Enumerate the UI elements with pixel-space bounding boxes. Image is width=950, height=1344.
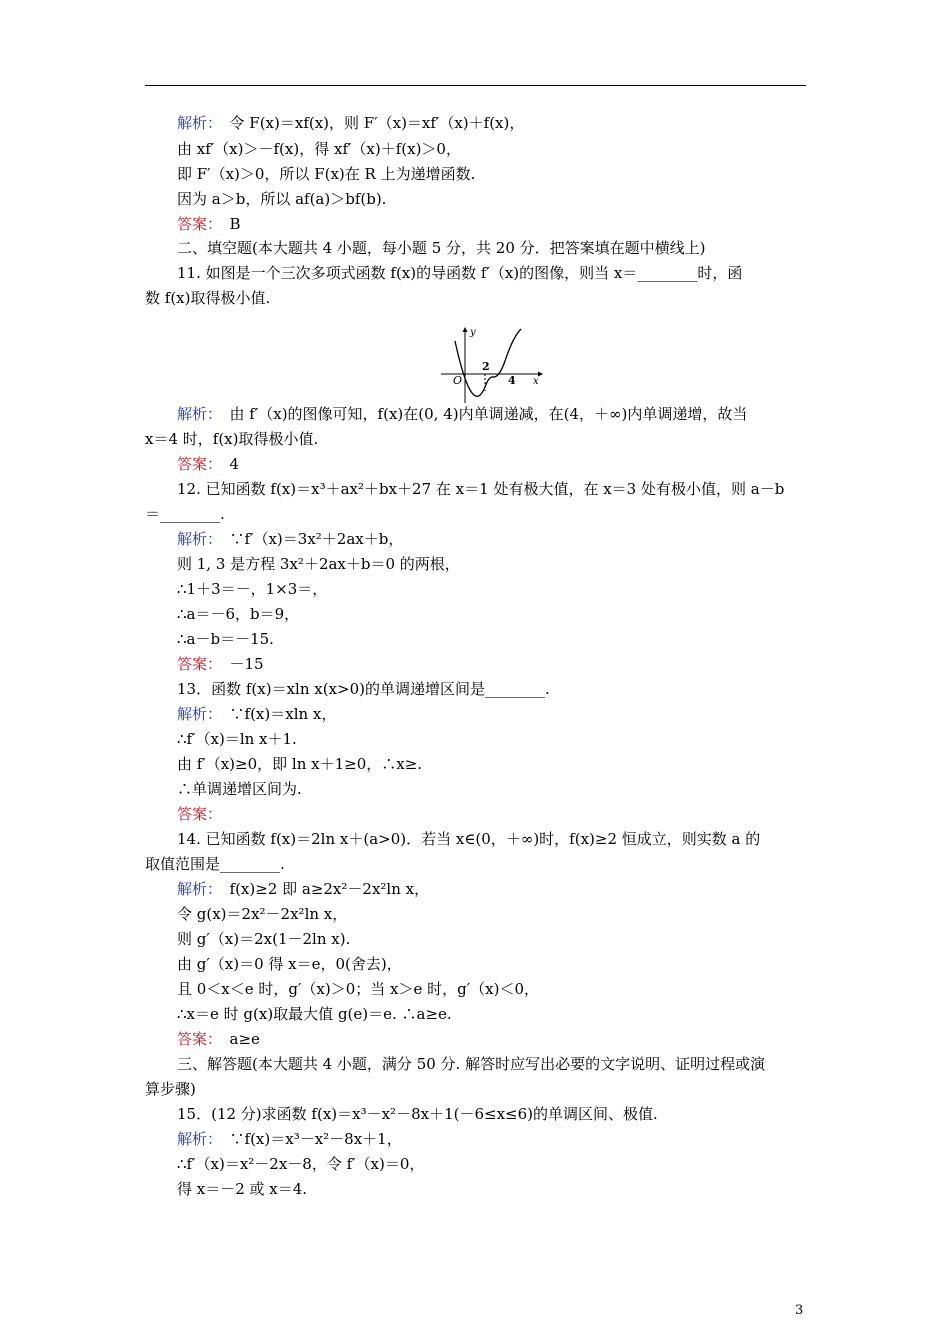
line-text: 由 f′（x)的图像可知，f(x)在(0, 4)内单调递减，在(4，＋∞)内单调递增，故当: [214, 405, 748, 423]
y-axis-arrow: [463, 327, 468, 332]
origin-label: O: [453, 374, 463, 387]
line-text: 4: [214, 455, 240, 473]
x-axis-label: x: [533, 376, 539, 387]
line-text: ∵f(x)＝xln x，: [214, 705, 337, 723]
text-line: [177, 828, 760, 850]
text-line: [177, 262, 742, 284]
line-text: 得 x＝－2 或 x＝4.: [177, 1180, 308, 1198]
header-rule: [145, 85, 806, 86]
text-line: [177, 1128, 402, 1150]
text-line: [177, 213, 241, 235]
line-text: 算步骤): [145, 1080, 196, 1098]
answer-label: 答案：: [177, 805, 223, 823]
line-text: 由 g′（x)＝0 得 x＝e，0(舍去)，: [177, 955, 402, 973]
text-line: [145, 1078, 196, 1100]
line-text: f(x)≥2 即 a≥2x²－2x²ln x，: [214, 880, 430, 898]
line-text: 14. 已知函数 f(x)＝2ln x＋(a>0)．若当 x∈(0，＋∞)时，f(x)≥2 恒成立，则实数 a 的: [177, 830, 761, 848]
line-text: 则 1, 3 是方程 3x²＋2ax＋b＝0 的两根，: [177, 555, 460, 573]
text-line: [177, 778, 302, 800]
line-text: 12. 已知函数 f(x)＝x³＋ax²＋bx＋27 在 x＝1 处有极大值，在 x＝3 处有极小值，则 a－b: [177, 480, 785, 498]
text-line: [177, 1053, 765, 1075]
line-text: ∵f(x)＝x³－x²－8x＋1，: [214, 1130, 402, 1148]
line-text: ∴x＝e 时 g(x)取最大值 g(e)＝e. ∴a≥e.: [177, 1005, 452, 1023]
text-line: [177, 112, 524, 134]
text-line: [177, 903, 347, 925]
line-text: ∴a＝－6，b＝9，: [177, 605, 300, 623]
answer-label: 答案：: [177, 455, 215, 473]
page-number: 3: [795, 1303, 804, 1318]
text-line: [177, 578, 327, 600]
line-text: 13．函数 f(x)＝xln x(x>0)的单调递增区间是________.: [177, 680, 550, 698]
line-text: 15．(12 分)求函数 f(x)＝x³－x²－8x＋1(－6≤x≤6)的单调区间、极值.: [177, 1105, 658, 1123]
line-text: 由 xf′（x)＞－f(x)，得 xf′（x)＋f(x)＞0，: [177, 140, 461, 158]
text-line: [177, 1103, 658, 1125]
text-line: [177, 528, 403, 550]
analysis-label: 解析：: [177, 114, 215, 132]
line-text: ∴f′（x)＝x²－2x－8，令 f′（x)＝0，: [177, 1155, 425, 1173]
line-text: －15: [214, 655, 264, 673]
derivative-graph-figure: [436, 325, 546, 405]
text-line: [177, 803, 222, 825]
line-text: a≥e: [214, 1030, 260, 1048]
text-line: [177, 1178, 307, 1200]
line-text: ∴f′（x)＝ln x＋1.: [177, 730, 297, 748]
text-line: [177, 628, 274, 650]
line-text: 11. 如图是一个三次多项式函数 f(x)的导函数 f′（x)的图像，则当 x＝________时，函: [177, 264, 743, 282]
line-text: 且 0＜x＜e 时，g′（x)＞0；当 x＞e 时，g′（x)＜0，: [177, 980, 540, 998]
text-line: [177, 553, 460, 575]
text-line: [145, 853, 285, 875]
line-text: 取值范围是________.: [145, 855, 285, 873]
analysis-label: 解析：: [177, 705, 215, 723]
y-axis-label: y: [470, 327, 476, 338]
text-line: [177, 653, 264, 675]
line-text: 令 F(x)＝xf(x)，则 F′（x)＝xf′（x)＋f(x)，: [214, 114, 525, 132]
text-line: [177, 603, 299, 625]
text-line: [177, 403, 747, 425]
line-text: ∴a－b＝－15.: [177, 630, 274, 648]
text-line: [177, 1028, 260, 1050]
analysis-label: 解析：: [177, 405, 215, 423]
text-line: [177, 703, 336, 725]
line-text: ∴1＋3＝－，1×3＝，: [177, 580, 328, 598]
text-line: [177, 978, 539, 1000]
line-text: 二、填空题(本大题共 4 小题，每小题 5 分，共 20 分．把答案填在题中横线上): [177, 239, 706, 257]
text-line: [177, 237, 706, 259]
line-text: 数 f(x)取得极小值.: [145, 289, 271, 307]
text-line: [177, 1153, 424, 1175]
text-line: [177, 928, 350, 950]
analysis-label: 解析：: [177, 530, 215, 548]
text-line: [145, 287, 270, 309]
line-text: 即 F′（x)＞0，所以 F(x)在 R 上为递增函数.: [177, 165, 476, 183]
analysis-label: 解析：: [177, 880, 215, 898]
text-line: [177, 1003, 452, 1025]
tick-label-4: 4: [508, 374, 516, 387]
line-text: ＝________.: [145, 505, 225, 523]
tick-label-2: 2: [482, 360, 490, 373]
text-line: [177, 453, 239, 475]
line-text: x＝4 时，f(x)取得极小值.: [145, 430, 319, 448]
text-line: [177, 753, 422, 775]
line-text: 因为 a＞b，所以 af(a)＞bf(b).: [177, 190, 387, 208]
text-line: [177, 188, 386, 210]
text-line: [145, 503, 225, 525]
text-line: [177, 953, 402, 975]
line-text: 令 g(x)＝2x²－2x²ln x，: [177, 905, 348, 923]
answer-label: 答案：: [177, 1030, 215, 1048]
analysis-label: 解析：: [177, 1130, 215, 1148]
x-axis-arrow: [538, 372, 543, 377]
text-line: [145, 428, 318, 450]
line-text: B: [214, 215, 241, 233]
line-text: 三、解答题(本大题共 4 小题，满分 50 分. 解答时应写出必要的文字说明、证明过程或演: [177, 1055, 766, 1073]
text-line: [177, 163, 475, 185]
text-line: [177, 478, 784, 500]
line-text: 由 f′（x)≥0，即 ln x＋1≥0，∴x≥.: [177, 755, 423, 773]
answer-label: 答案：: [177, 655, 215, 673]
line-text: ∴单调递增区间为.: [177, 780, 302, 798]
text-line: [177, 678, 550, 700]
line-text: ∵f′（x)＝3x²＋2ax＋b，: [214, 530, 404, 548]
answer-label: 答案：: [177, 215, 215, 233]
text-line: [177, 878, 429, 900]
text-line: [177, 728, 297, 750]
line-text: 则 g′（x)＝2x(1－2ln x).: [177, 930, 351, 948]
text-line: [177, 138, 461, 160]
